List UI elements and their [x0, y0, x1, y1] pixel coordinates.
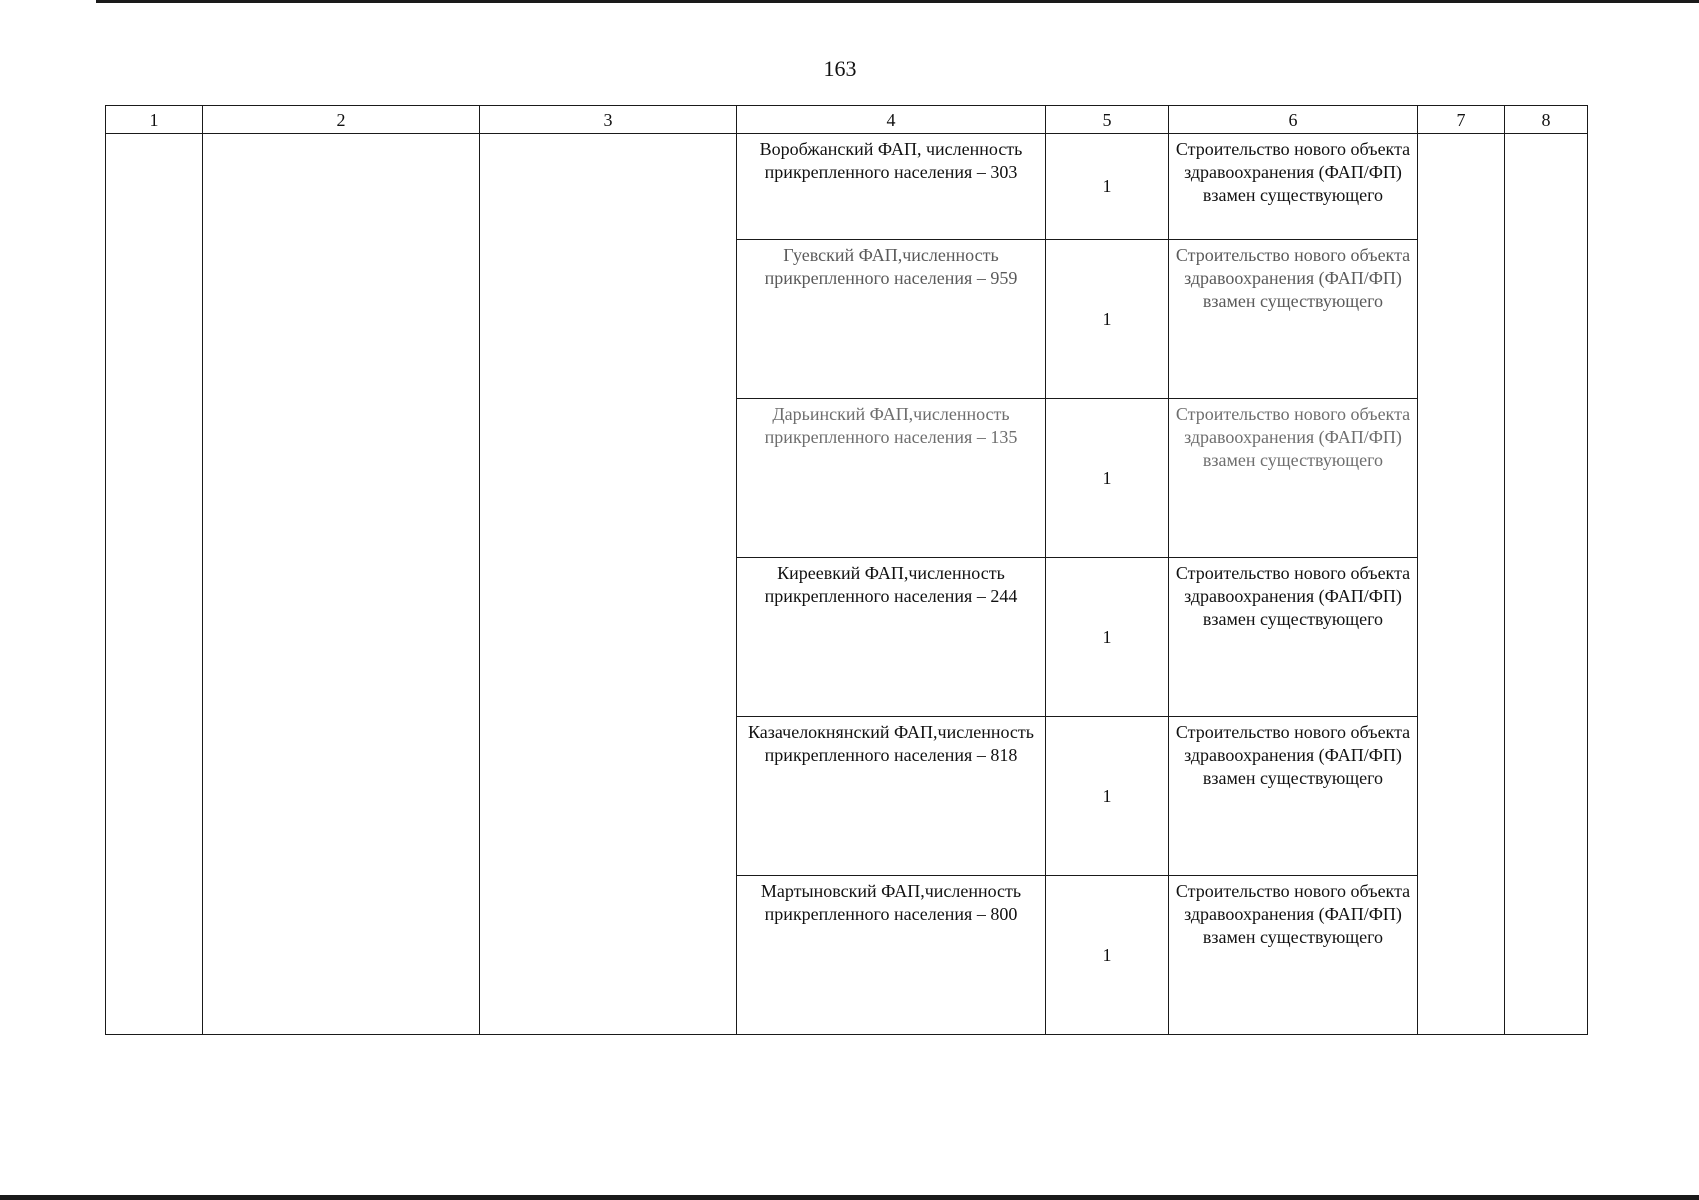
empty-cell-col1 [106, 134, 203, 1035]
column-header: 7 [1418, 106, 1505, 134]
facility-cell: Воробжанский ФАП, численность прикрепленного населения – 303 [737, 134, 1046, 240]
count-cell: 1 [1046, 876, 1169, 1035]
table-header-row [106, 106, 1588, 134]
scan-edge-bottom [0, 1195, 1699, 1200]
column-header: 6 [1169, 106, 1418, 134]
empty-cell-col7 [1418, 134, 1505, 1035]
facility-cell: Дарьинский ФАП,численность прикрепленного населения – 135 [737, 399, 1046, 558]
action-cell: Строительство нового объекта здравоохранения (ФАП/ФП) взамен существующего [1169, 558, 1418, 717]
table-row [106, 134, 1588, 240]
empty-cell-col2 [203, 134, 480, 1035]
action-cell: Строительство нового объекта здравоохранения (ФАП/ФП) взамен существующего [1169, 399, 1418, 558]
column-header: 2 [203, 106, 480, 134]
column-header: 8 [1505, 106, 1588, 134]
action-cell: Строительство нового объекта здравоохранения (ФАП/ФП) взамен существующего [1169, 134, 1418, 240]
action-cell: Строительство нового объекта здравоохранения (ФАП/ФП) взамен существующего [1169, 717, 1418, 876]
facility-cell: Киреевкий ФАП,численность прикрепленного населения – 244 [737, 558, 1046, 717]
facility-cell: Гуевский ФАП,численность прикрепленного населения – 959 [737, 240, 1046, 399]
column-header: 5 [1046, 106, 1169, 134]
column-header: 4 [737, 106, 1046, 134]
count-cell: 1 [1046, 558, 1169, 717]
page-number: 163 [823, 56, 857, 81]
empty-cell-col8 [1505, 134, 1588, 1035]
action-cell: Строительство нового объекта здравоохранения (ФАП/ФП) взамен существующего [1169, 876, 1418, 1035]
scan-edge-top [96, 0, 1699, 3]
count-cell: 1 [1046, 399, 1169, 558]
facility-cell: Казачелокнянский ФАП,численность прикрепленного населения – 818 [737, 717, 1046, 876]
column-header: 3 [480, 106, 737, 134]
count-cell: 1 [1046, 134, 1169, 240]
action-cell: Строительство нового объекта здравоохранения (ФАП/ФП) взамен существующего [1169, 240, 1418, 399]
count-cell: 1 [1046, 717, 1169, 876]
empty-cell-col3 [480, 134, 737, 1035]
document-table [105, 105, 1588, 1035]
column-header: 1 [106, 106, 203, 134]
facility-cell: Мартыновский ФАП,численность прикрепленного населения – 800 [737, 876, 1046, 1035]
count-cell: 1 [1046, 240, 1169, 399]
